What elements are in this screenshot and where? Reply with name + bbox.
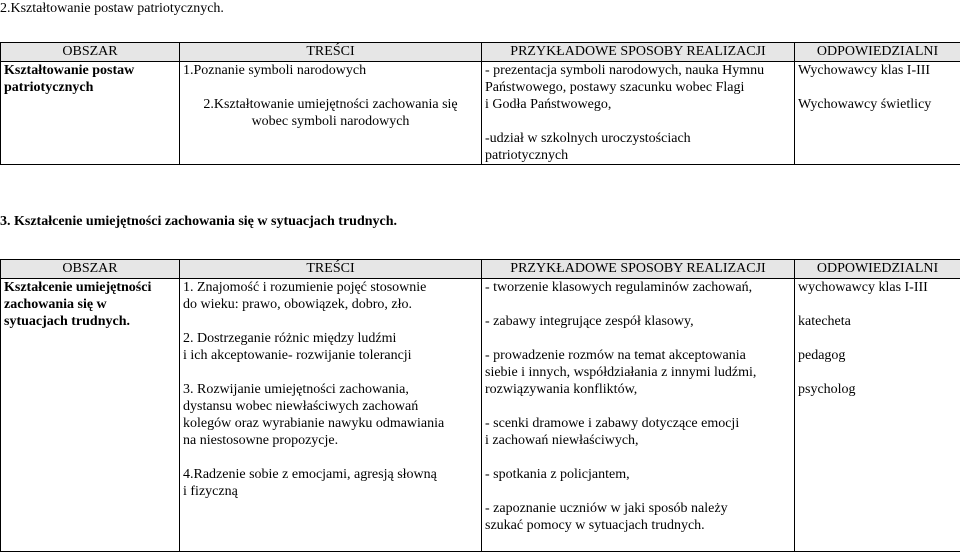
sposoby-item: - scenki dramowe i zabawy dotyczące emocji i zachowań niewłaściwych, bbox=[485, 416, 740, 448]
table-header-row bbox=[1, 43, 960, 62]
tresci-item: 4.Radzenie sobie z emocjami, agresją słowną i fizyczną bbox=[183, 467, 437, 499]
cell-odpowiedzialni bbox=[795, 279, 960, 552]
sposoby-item: -udział w szkolnych uroczystościach patriotycznych bbox=[485, 131, 691, 163]
odpowiedzialni-item: Wychowawcy świetlicy bbox=[798, 97, 932, 112]
odpowiedzialni-item: Wychowawcy klas I-III bbox=[798, 63, 931, 78]
obszar-text: Kształtowanie postaw patriotycznych bbox=[4, 63, 135, 95]
sposoby-item: - tworzenie klasowych regulaminów zachowań, bbox=[485, 280, 753, 295]
header-obszar: OBSZAR bbox=[1, 260, 180, 279]
tresci-item: 2. Dostrzeganie różnic między ludźmi i ich akceptowanie- rozwijanie tolerancji bbox=[183, 331, 412, 363]
cell-tresci bbox=[180, 62, 482, 165]
odpowiedzialni-item: pedagog bbox=[798, 348, 846, 363]
tresci-item: 3. Rozwijanie umiejętności zachowania, dystansu wobec niewłaściwych zachowań kolegów oraz wyrabianie nawyku odmawiania na niestosowne propozycje. bbox=[183, 382, 445, 448]
header-odpowiedzialni: ODPOWIEDZIALNI bbox=[795, 43, 960, 62]
header-sposoby: PRZYKŁADOWE SPOSOBY REALIZACJI bbox=[482, 260, 795, 279]
tresci-item: 1.Poznanie symboli narodowych bbox=[183, 63, 367, 78]
odpowiedzialni-item: katecheta bbox=[798, 314, 851, 329]
header-sposoby: PRZYKŁADOWE SPOSOBY REALIZACJI bbox=[482, 43, 795, 62]
sposoby-item: - zapoznanie uczniów w jaki sposób należy szukać pomocy w sytuacjach trudnych. bbox=[485, 501, 728, 533]
obszar-text: Kształcenie umiejętności zachowania się w sytuacjach trudnych. bbox=[4, 280, 152, 329]
tresci-item: 1. Znajomość i rozumienie pojęć stosownie do wieku: prawo, obowiązek, dobro, zło. bbox=[183, 280, 427, 312]
cell-sposoby bbox=[482, 279, 795, 552]
header-tresci: TREŚCI bbox=[180, 43, 482, 62]
table-row bbox=[1, 279, 960, 552]
sposoby-item: - zabawy integrujące zespół klasowy, bbox=[485, 314, 694, 329]
header-obszar: OBSZAR bbox=[1, 43, 180, 62]
table-row bbox=[1, 62, 960, 165]
tresci-item: 2.Kształtowanie umiejętności zachowania się wobec symboli narodowych bbox=[203, 97, 458, 129]
sposoby-item: - prowadzenie rozmów na temat akceptowania siebie i innych, współdziałania z innymi ludźmi, rozwiązywania konfliktów, bbox=[485, 348, 757, 397]
table-section-2 bbox=[0, 42, 960, 165]
sposoby-item: - spotkania z policjantem, bbox=[485, 467, 630, 482]
table-section-3 bbox=[0, 259, 960, 552]
cell-tresci bbox=[180, 279, 482, 552]
table-header-row bbox=[1, 260, 960, 279]
odpowiedzialni-item: psycholog bbox=[798, 382, 856, 397]
cell-obszar bbox=[1, 279, 180, 552]
odpowiedzialni-item: wychowawcy klas I-III bbox=[798, 280, 928, 295]
sposoby-item: - prezentacja symboli narodowych, nauka Hymnu Państwowego, postawy szacunku wobec Flagi i Godła Państwowego, bbox=[485, 63, 765, 112]
header-odpowiedzialni: ODPOWIEDZIALNI bbox=[795, 260, 960, 279]
section-2-title: 2.Kształtowanie postaw patriotycznych. bbox=[0, 1, 224, 16]
cell-odpowiedzialni bbox=[795, 62, 960, 165]
header-tresci: TREŚCI bbox=[180, 260, 482, 279]
cell-obszar bbox=[1, 62, 180, 165]
cell-sposoby bbox=[482, 62, 795, 165]
section-3-title: 3. Kształcenie umiejętności zachowania się w sytuacjach trudnych. bbox=[0, 214, 398, 229]
